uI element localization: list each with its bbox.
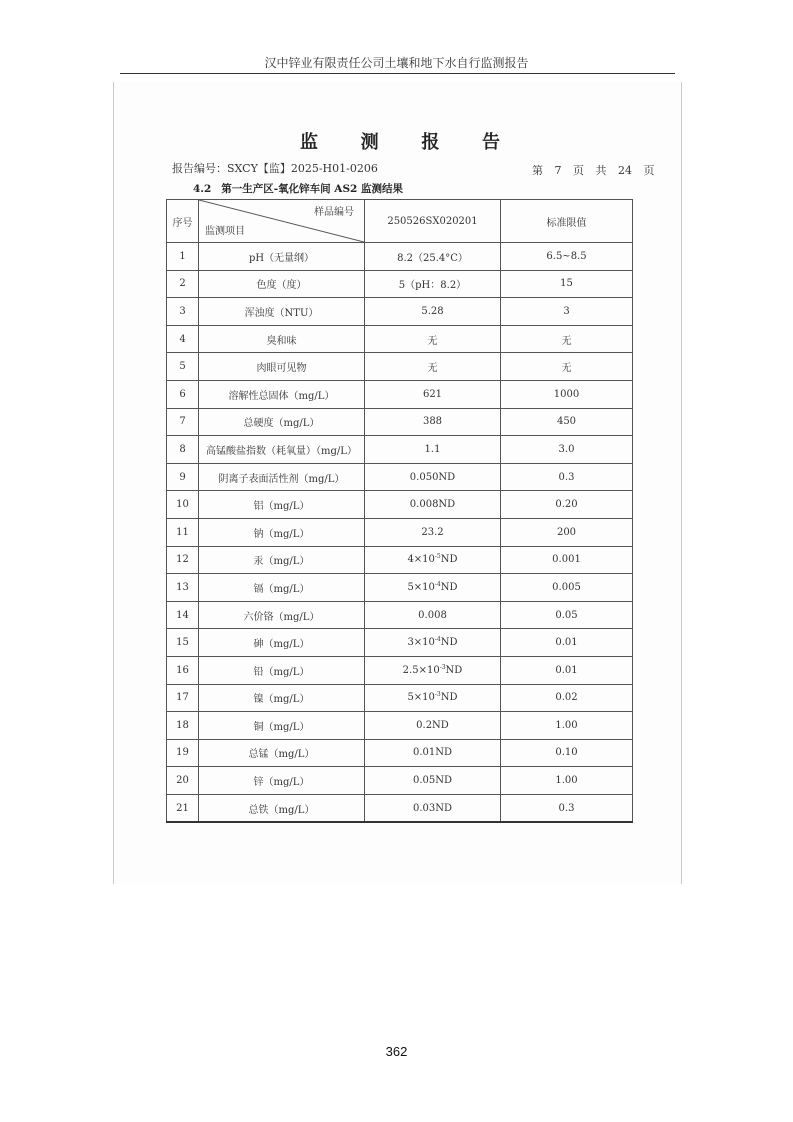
row-seq: 8 [167, 436, 199, 464]
table-row [167, 712, 633, 740]
row-seq: 19 [167, 739, 199, 767]
row-item: 汞（mg/L） [199, 546, 365, 574]
table-row [167, 380, 633, 408]
header-limit: 标准限值 [501, 200, 633, 243]
row-value: 5.28 [365, 298, 501, 326]
row-item: 镍（mg/L） [199, 684, 365, 712]
row-seq: 6 [167, 380, 199, 408]
row-value: 0.03ND [365, 794, 501, 822]
header-item-label: 监测项目 [205, 226, 245, 237]
results-table [166, 199, 633, 823]
row-seq: 9 [167, 463, 199, 491]
row-limit: 0.10 [501, 739, 633, 767]
row-item: 铝（mg/L） [199, 491, 365, 519]
value-exponent: -4 [434, 580, 441, 588]
row-limit: 0.3 [501, 463, 633, 491]
table-row [167, 436, 633, 464]
row-value: 5（pH：8.2） [365, 270, 501, 298]
value-base: 5×10 [407, 581, 435, 593]
row-seq: 17 [167, 684, 199, 712]
row-seq: 4 [167, 325, 199, 353]
row-limit: 6.5~8.5 [501, 243, 633, 271]
row-limit: 1000 [501, 380, 633, 408]
row-limit: 0.20 [501, 491, 633, 519]
value-exponent: -5 [434, 553, 441, 561]
row-seq: 3 [167, 298, 199, 326]
value-base: 2.5×10 [402, 664, 440, 676]
row-item: 肉眼可见物 [199, 353, 365, 381]
row-item: 溶解性总固体（mg/L） [199, 380, 365, 408]
header-diagonal-cell [199, 200, 365, 243]
row-limit: 0.01 [501, 629, 633, 657]
table-row [167, 491, 633, 519]
row-limit: 0.01 [501, 656, 633, 684]
value-suffix: ND [440, 554, 458, 566]
row-value: 0.008ND [365, 491, 501, 519]
row-seq: 11 [167, 518, 199, 546]
row-limit: 0.001 [501, 546, 633, 574]
table-row [167, 243, 633, 271]
row-limit: 无 [501, 325, 633, 353]
row-seq: 15 [167, 629, 199, 657]
row-limit: 0.05 [501, 601, 633, 629]
row-value [365, 656, 501, 684]
value-base: 4×10 [407, 554, 435, 566]
row-item: 钠（mg/L） [199, 518, 365, 546]
table-row [167, 656, 633, 684]
row-seq: 7 [167, 408, 199, 436]
row-value: 0.05ND [365, 767, 501, 795]
header-sample-no-label: 样品编号 [314, 207, 354, 218]
header-seq: 序号 [167, 200, 199, 243]
value-base: 5×10 [407, 692, 435, 704]
row-item: 阴离子表面活性剂（mg/L） [199, 463, 365, 491]
row-item: 色度（度） [199, 270, 365, 298]
row-value: 1.1 [365, 436, 501, 464]
row-seq: 12 [167, 546, 199, 574]
row-limit: 450 [501, 408, 633, 436]
row-value: 0.01ND [365, 739, 501, 767]
row-value: 0.008 [365, 601, 501, 629]
row-seq: 16 [167, 656, 199, 684]
table-row [167, 794, 633, 822]
section-number: 4.2 [193, 183, 212, 195]
row-item: 锌（mg/L） [199, 767, 365, 795]
row-item: 总铁（mg/L） [199, 794, 365, 822]
row-value: 388 [365, 408, 501, 436]
row-value: 无 [365, 325, 501, 353]
row-item: 铜（mg/L） [199, 712, 365, 740]
table-row [167, 601, 633, 629]
row-value: 8.2（25.4°C） [365, 243, 501, 271]
row-item: 浑浊度（NTU） [199, 298, 365, 326]
value-exponent: -3 [439, 663, 446, 671]
table-body [167, 243, 633, 823]
row-item: 镉（mg/L） [199, 574, 365, 602]
row-item: 六价铬（mg/L） [199, 601, 365, 629]
row-item: pH（无量纲） [199, 243, 365, 271]
row-value [365, 684, 501, 712]
value-base: 3×10 [407, 637, 435, 649]
page-info: 第 7 页 共 24 页 [532, 164, 655, 177]
row-item: 臭和味 [199, 325, 365, 353]
row-value: 621 [365, 380, 501, 408]
table-row [167, 546, 633, 574]
table-row [167, 574, 633, 602]
row-item: 高锰酸盐指数（耗氧量）（mg/L） [199, 436, 365, 464]
row-value [365, 546, 501, 574]
row-seq: 10 [167, 491, 199, 519]
row-limit: 1.00 [501, 712, 633, 740]
section-title [193, 181, 403, 196]
row-seq: 20 [167, 767, 199, 795]
table-row [167, 298, 633, 326]
header-rule [120, 73, 675, 74]
value-exponent: -4 [434, 636, 441, 644]
row-seq: 5 [167, 353, 199, 381]
page-header: 汉中锌业有限责任公司土壤和地下水自行监测报告 [264, 56, 529, 70]
title-char: 告 [481, 132, 500, 153]
table-row [167, 463, 633, 491]
row-value: 0.2ND [365, 712, 501, 740]
value-suffix: ND [440, 692, 458, 704]
row-limit: 0.02 [501, 684, 633, 712]
table-row [167, 767, 633, 795]
title-char: 报 [421, 132, 440, 153]
row-item: 总硬度（mg/L） [199, 408, 365, 436]
row-seq: 1 [167, 243, 199, 271]
row-value: 0.050ND [365, 463, 501, 491]
value-suffix: ND [445, 664, 463, 676]
row-limit: 无 [501, 353, 633, 381]
table-row [167, 353, 633, 381]
row-seq: 13 [167, 574, 199, 602]
row-value: 23.2 [365, 518, 501, 546]
table-header-row [167, 200, 633, 243]
row-item: 砷（mg/L） [199, 629, 365, 657]
title-char: 测 [360, 132, 379, 153]
document-title [300, 128, 500, 154]
row-item: 总锰（mg/L） [199, 739, 365, 767]
row-seq: 18 [167, 712, 199, 740]
row-limit: 15 [501, 270, 633, 298]
row-limit: 0.005 [501, 574, 633, 602]
title-char: 监 [300, 132, 318, 153]
row-limit: 0.3 [501, 794, 633, 822]
value-suffix: ND [440, 581, 458, 593]
row-item: 铅（mg/L） [199, 656, 365, 684]
table-row [167, 684, 633, 712]
row-seq: 14 [167, 601, 199, 629]
row-limit: 1.00 [501, 767, 633, 795]
page-number: 362 [385, 1044, 408, 1059]
row-limit: 3 [501, 298, 633, 326]
table-row [167, 629, 633, 657]
value-suffix: ND [440, 637, 458, 649]
row-limit: 200 [501, 518, 633, 546]
row-value [365, 574, 501, 602]
header-sample-id: 250526SX020201 [365, 200, 501, 243]
table-row [167, 518, 633, 546]
value-exponent: -3 [434, 691, 441, 699]
table-row [167, 325, 633, 353]
table-row [167, 270, 633, 298]
row-limit: 3.0 [501, 436, 633, 464]
row-value: 无 [365, 353, 501, 381]
table-row [167, 739, 633, 767]
section-title-text: 第一生产区-氧化锌车间 AS2 监测结果 [221, 183, 403, 195]
report-number: 报告编号：SXCY【监】2025-H01-0206 [172, 162, 378, 175]
row-seq: 2 [167, 270, 199, 298]
row-seq: 21 [167, 794, 199, 822]
row-value [365, 629, 501, 657]
table-row [167, 408, 633, 436]
